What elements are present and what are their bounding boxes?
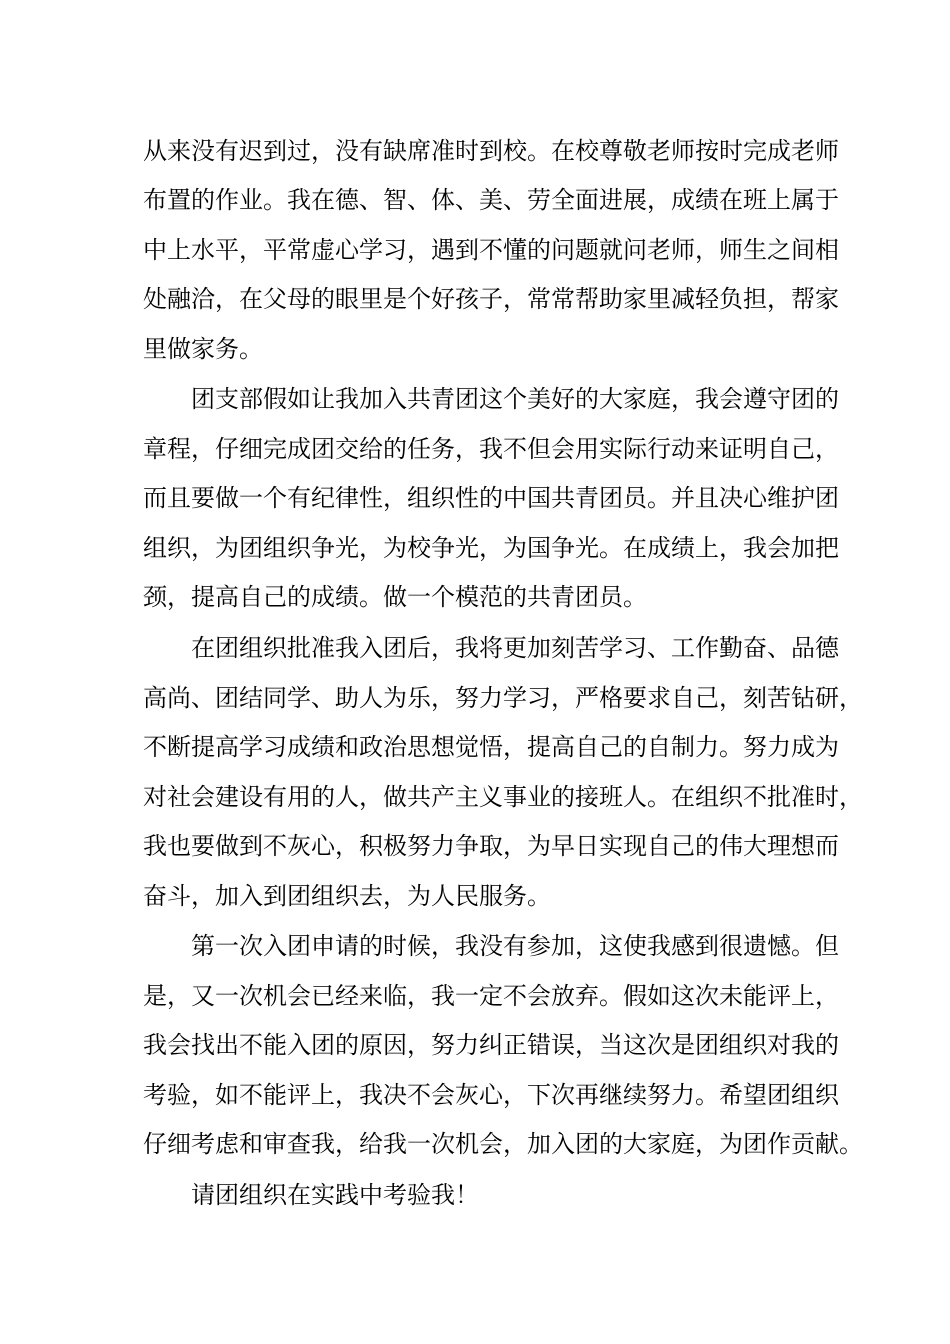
text-line: 我会找出不能入团的原因，努力纠正错误，当这次是团组织对我的 [143, 1031, 839, 1059]
text-line: 仔细考虑和审查我，给我一次机会，加入团的大家庭，为团作贡献。 [143, 1130, 863, 1158]
paragraph-first-line: 团支部假如让我加入共青团这个美好的大家庭，我会遵守团的 [191, 385, 839, 413]
text-line: 组织，为团组织争光，为校争光，为国争光。在成绩上，我会加把 [143, 534, 839, 562]
closing-line: 请团组织在实践中考验我！ [191, 1181, 479, 1209]
text-line: 中上水平，平常虚心学习，遇到不懂的问题就问老师，师生之间相 [143, 236, 839, 264]
text-line: 我也要做到不灰心，积极努力争取，为早日实现自己的伟大理想而 [143, 832, 839, 860]
text-line: 里做家务。 [143, 335, 263, 363]
text-line: 对社会建设有用的人，做共产主义事业的接班人。在组织不批准时， [143, 783, 863, 811]
text-line: 考验，如不能评上，我决不会灰心，下次再继续努力。希望团组织 [143, 1081, 839, 1109]
paragraph-first-line: 在团组织批准我入团后，我将更加刻苦学习、工作勤奋、品德 [191, 634, 839, 662]
text-line: 而且要做一个有纪律性，组织性的中国共青团员。并且决心维护团 [143, 484, 839, 512]
text-line: 奋斗，加入到团组织去，为人民服务。 [143, 882, 551, 910]
paragraph-first-line: 第一次入团申请的时候，我没有参加，这使我感到很遗憾。但 [191, 932, 839, 960]
text-line: 颈，提高自己的成绩。做一个模范的共青团员。 [143, 583, 647, 611]
text-line: 是，又一次机会已经来临，我一定不会放弃。假如这次未能评上， [143, 982, 839, 1010]
text-line: 布置的作业。我在德、智、体、美、劳全面进展，成绩在班上属于 [143, 186, 839, 214]
text-line: 从来没有迟到过，没有缺席准时到校。在校尊敬老师按时完成老师 [143, 137, 839, 165]
text-line: 不断提高学习成绩和政治思想觉悟，提高自己的自制力。努力成为 [143, 733, 839, 761]
text-line: 高尚、团结同学、助人为乐，努力学习，严格要求自己，刻苦钻研， [143, 684, 863, 712]
text-line: 处融洽，在父母的眼里是个好孩子，常常帮助家里减轻负担，帮家 [143, 285, 839, 313]
text-line: 章程，仔细完成团交给的任务，我不但会用实际行动来证明自己， [143, 435, 839, 463]
